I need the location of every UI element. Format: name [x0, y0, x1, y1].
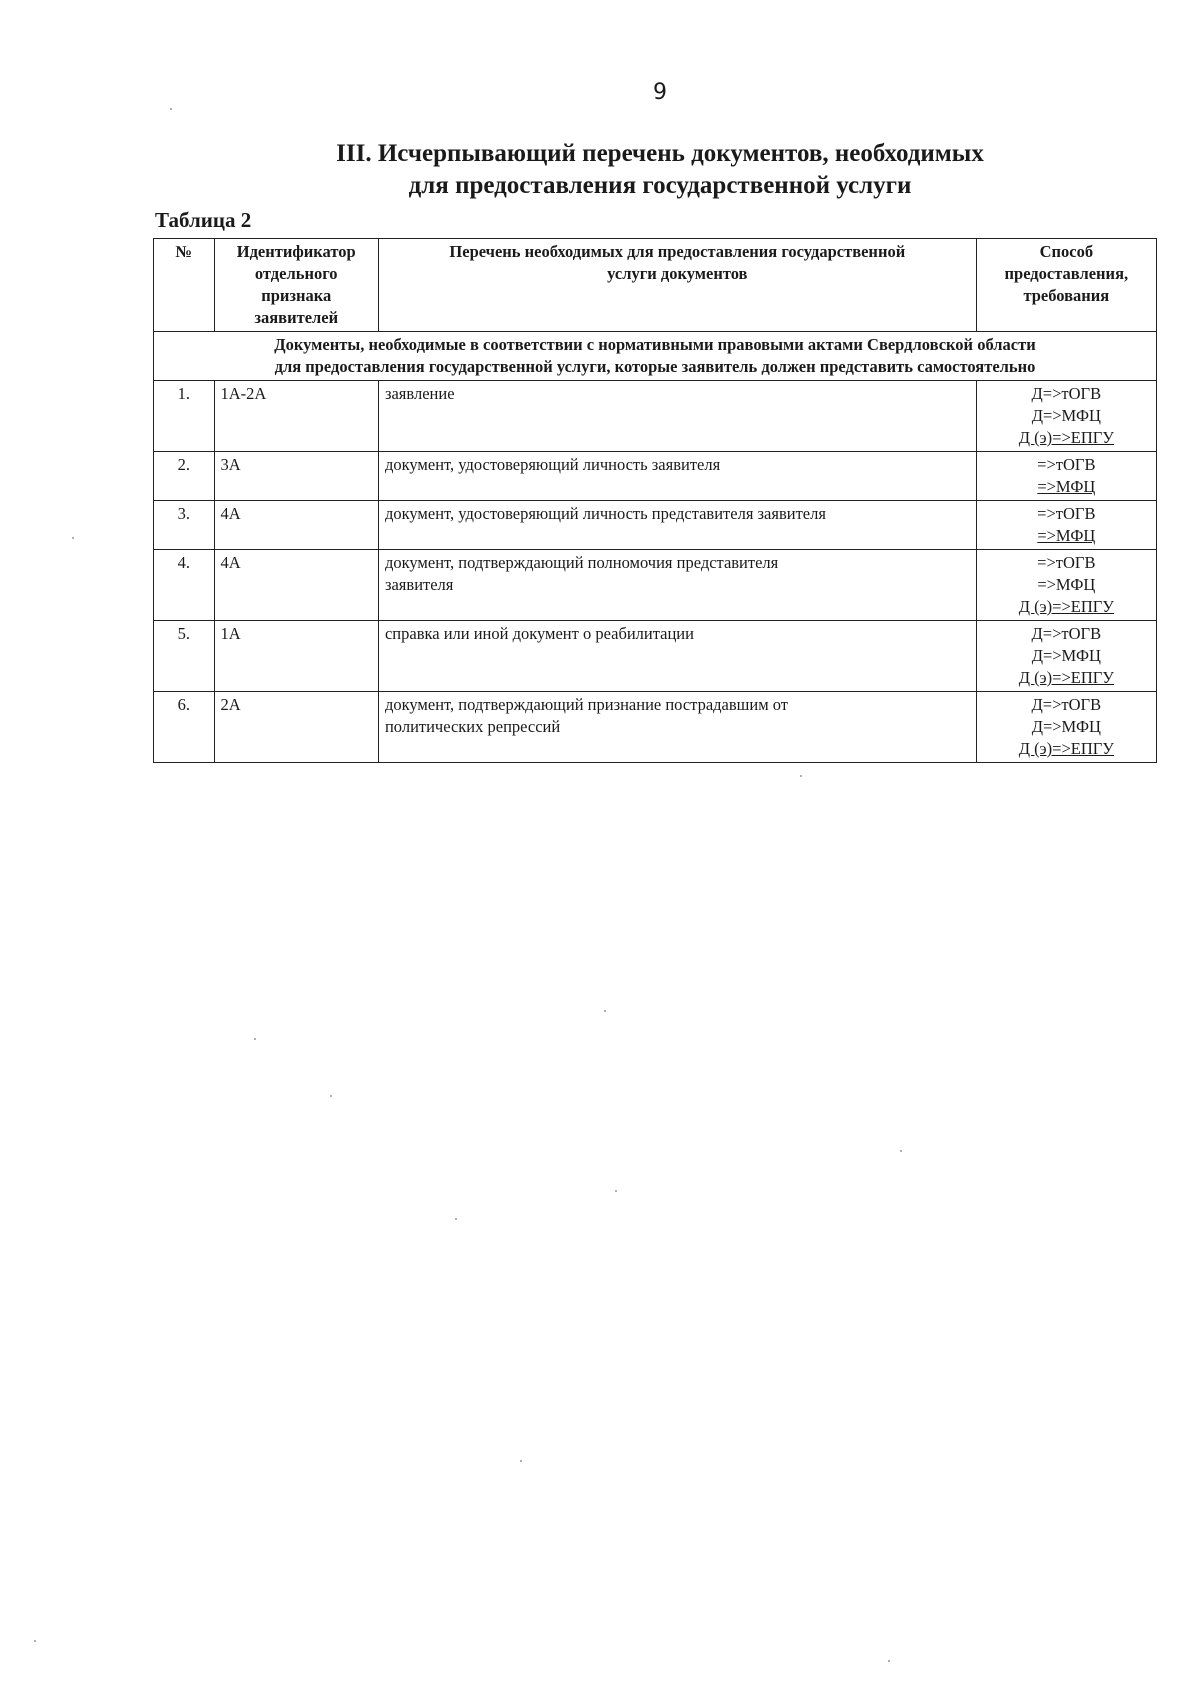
- section-heading-line-1: Документы, необходимые в соответствии с нормативными правовыми актами Свердловской области: [274, 335, 1036, 354]
- row-identifier: 1А-2А: [214, 381, 378, 452]
- row-document-line: документ, подтверждающий полномочия представителя: [384, 553, 779, 572]
- header-identifier: [214, 239, 378, 332]
- row-method-line: =>тОГВ: [1037, 504, 1096, 523]
- header-method-line: предоставления,: [1004, 264, 1129, 283]
- row-document-line: политических репрессий: [384, 717, 561, 736]
- table-row: [154, 381, 1157, 452]
- header-identifier-line: отдельного: [254, 264, 338, 283]
- table-header-row: [154, 239, 1157, 332]
- row-method: [976, 381, 1156, 452]
- row-document-line: документ, удостоверяющий личность заявителя: [384, 455, 721, 474]
- table-row: [154, 621, 1157, 692]
- row-identifier: 4А: [214, 501, 378, 550]
- row-method: [976, 692, 1156, 763]
- section-title-line-2: для предоставления государственной услуги: [408, 172, 912, 199]
- row-num: 3.: [154, 501, 215, 550]
- scan-speck: [615, 1190, 617, 1192]
- row-method-line: =>тОГВ: [1037, 553, 1096, 572]
- row-document-line: заявителя: [384, 575, 454, 594]
- table-row: [154, 550, 1157, 621]
- row-method-line: =>тОГВ: [1037, 455, 1096, 474]
- row-method-line: =>МФЦ: [1037, 575, 1096, 594]
- row-method-line: Д=>тОГВ: [1031, 384, 1102, 403]
- row-num: 1.: [154, 381, 215, 452]
- row-method-line: Д=>МФЦ: [1031, 406, 1101, 425]
- scan-speck: [72, 537, 74, 539]
- page-number: 9: [653, 80, 667, 105]
- scan-speck: [900, 1150, 902, 1152]
- row-document-line: заявление: [384, 384, 455, 403]
- scan-speck: [330, 1095, 332, 1097]
- scan-speck: [34, 1640, 36, 1642]
- row-document-line: справка или иной документ о реабилитации: [384, 624, 694, 643]
- row-method: [976, 501, 1156, 550]
- scan-speck: [888, 1660, 890, 1662]
- section-heading-line-2: для предоставления государственной услуги, которые заявитель должен представить самостоятельно: [274, 357, 1036, 376]
- row-method-line: =>МФЦ: [1037, 477, 1096, 496]
- header-identifier-line: Идентификатор: [236, 242, 356, 261]
- row-method-line: Д=>МФЦ: [1031, 717, 1101, 736]
- scan-speck: [254, 1038, 256, 1040]
- table-row: [154, 501, 1157, 550]
- row-document: [378, 501, 976, 550]
- table-row: [154, 692, 1157, 763]
- header-method-line: требования: [1023, 286, 1110, 305]
- row-num: 6.: [154, 692, 215, 763]
- row-identifier: 4А: [214, 550, 378, 621]
- scan-speck: [604, 1010, 606, 1012]
- header-documents-line: Перечень необходимых для предоставления государственной: [449, 242, 906, 261]
- header-identifier-line: заявителей: [254, 308, 339, 327]
- section-title: [270, 138, 1050, 202]
- row-method-line: Д (э)=>ЕПГУ: [1018, 668, 1114, 687]
- table-row: [154, 452, 1157, 501]
- table-caption: Таблица 2: [155, 208, 252, 232]
- row-document-line: документ, удостоверяющий личность представителя заявителя: [384, 504, 826, 523]
- scan-speck: [520, 1460, 522, 1462]
- section-heading: [154, 332, 1157, 381]
- header-documents-line: услуги документов: [607, 264, 748, 283]
- row-method-line: Д=>тОГВ: [1031, 624, 1102, 643]
- row-method-line: Д=>МФЦ: [1031, 646, 1101, 665]
- row-document: [378, 621, 976, 692]
- row-num: 5.: [154, 621, 215, 692]
- header-method-line: Способ: [1039, 242, 1094, 261]
- row-document: [378, 550, 976, 621]
- row-method-line: Д (э)=>ЕПГУ: [1018, 428, 1114, 447]
- row-method-line: Д (э)=>ЕПГУ: [1018, 739, 1114, 758]
- row-method: [976, 550, 1156, 621]
- row-method: [976, 621, 1156, 692]
- header-identifier-line: признака: [261, 286, 332, 305]
- scan-speck: [800, 775, 802, 777]
- row-identifier: 1А: [214, 621, 378, 692]
- scan-speck: [455, 1218, 457, 1220]
- row-document: [378, 692, 976, 763]
- row-method-line: =>МФЦ: [1037, 526, 1096, 545]
- row-identifier: 3А: [214, 452, 378, 501]
- row-num: 2.: [154, 452, 215, 501]
- header-documents-list: [378, 239, 976, 332]
- row-num: 4.: [154, 550, 215, 621]
- row-document-line: документ, подтверждающий признание пострадавшим от: [384, 695, 789, 714]
- section-title-line-1: III. Исчерпывающий перечень документов, необходимых: [336, 140, 984, 167]
- scan-speck: [170, 108, 172, 110]
- row-method-line: Д=>тОГВ: [1031, 695, 1102, 714]
- header-method: [976, 239, 1156, 332]
- header-num: №: [154, 239, 215, 332]
- row-method-line: Д (э)=>ЕПГУ: [1018, 597, 1114, 616]
- row-method: [976, 452, 1156, 501]
- row-document: [378, 452, 976, 501]
- row-document: [378, 381, 976, 452]
- section-row: [154, 332, 1157, 381]
- documents-table: [153, 238, 1157, 763]
- row-identifier: 2А: [214, 692, 378, 763]
